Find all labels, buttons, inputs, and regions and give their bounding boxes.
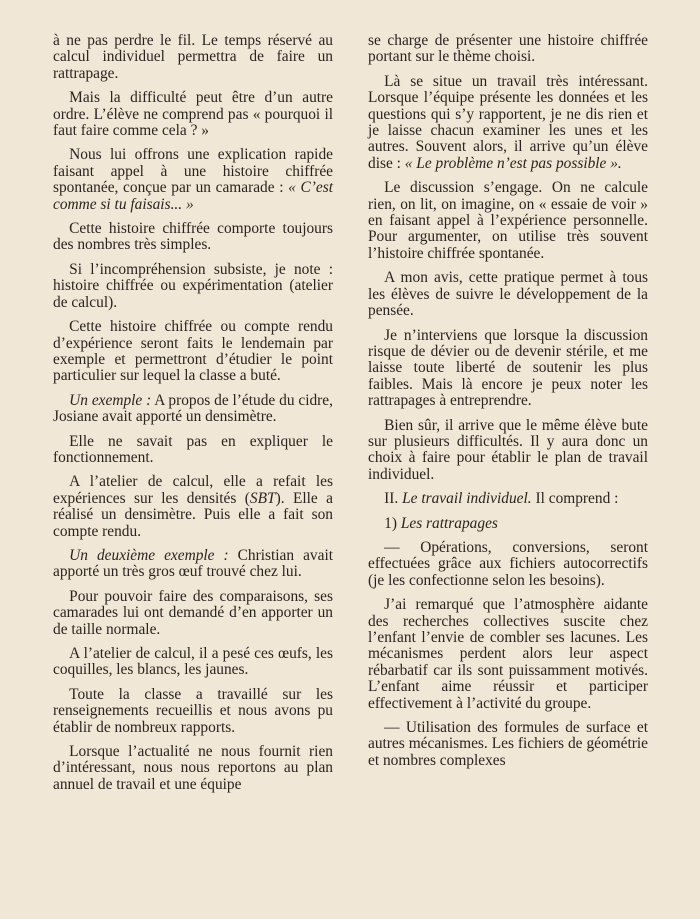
paragraph [53, 474, 333, 540]
paragraph: Cette histoire chiffrée comporte toujours des nombres très simples. [53, 220, 333, 254]
subsection-number: 1) [384, 514, 401, 532]
acronym: SBT [249, 489, 276, 507]
section-number: II. [384, 490, 403, 508]
paragraph: à ne pas perdre le fil. Le temps réservé au calcul individuel permettra de faire un rattrapage. [53, 32, 333, 82]
example-label: Un deuxième exemple : [69, 546, 229, 564]
paragraph: Le discussion s’engage. On ne calcule rien, on lit, on imagine, on « essaie de voir » en faisant appel à l’expérience personnelle. Pour argumenter, on utilise très souvent l’histoire chiffrée spontanée. [368, 179, 648, 262]
paragraph: Je n’interviens que lorsque la discussion risque de dévier ou de devenir stérile, et me laisse toute liberté de soutenir les plus faibles. Mais là encore je peux noter les rattrapages à entreprendre. [368, 326, 648, 410]
left-column [53, 33, 333, 801]
section-heading [368, 491, 648, 507]
subsection-heading [368, 516, 648, 532]
paragraph: — Opérations, conversions, seront effectuées grâce aux fichiers autocorrectifs (je les confectionne selon les besoins). [368, 538, 648, 589]
paragraph-text: Nous lui offrons une explication rapide faisant appel à une histoire chiffrée spontanée, conçue par un camarade : [53, 146, 333, 197]
paragraph: se charge de présenter une histoire chiffrée portant sur le thème choisi. [368, 32, 648, 66]
paragraph: A l’atelier de calcul, il a pesé ces œufs, les coquilles, les blancs, les jaunes. [53, 645, 333, 679]
paragraph [368, 74, 648, 172]
paragraph: Si l’incompréhension subsiste, je note : histoire chiffrée ou expérimentation (atelier de calcul). [53, 260, 333, 311]
paragraph: J’ai remarqué que l’atmosphère aidante des recherches collectives suscite chez l’enfant l’envie de combler ses lacunes. Les mécanismes perdent alors leur aspect rébarbatif car ils sont puissamment motivés. L’enfant aime réussir et participer effectivement à l’activité du groupe. [368, 596, 648, 712]
example-label: Un exemple : [69, 391, 152, 409]
paragraph: A mon avis, cette pratique permet à tous les élèves de suivre le développement de la pensée. [368, 269, 648, 320]
subsection-title: Les rattrapages [400, 514, 498, 532]
paragraph-text: A l’atelier de calcul, elle a refait les expériences sur les densités ( [53, 473, 333, 507]
paragraph: Bien sûr, il arrive que le même élève bute sur plusieurs difficultés. Il y aura donc un choix à faire pour établir le plan de travail individuel. [368, 416, 648, 483]
section-title: Le travail individuel. [402, 490, 532, 508]
paragraph-text: A propos de l’étude du cidre, Josiane avait apporté un densimètre. [53, 391, 333, 426]
paragraph: Lorsque l’actualité ne nous fournit rien d’intéressant, nous nous reportons au plan annuel de travail et une équipe [53, 743, 333, 793]
paragraph: Toute la classe a travaillé sur les renseignements recueillis et nous avons pu établir de nombreux rapports. [53, 685, 333, 736]
paragraph-text: ). Elle a réalisé un densimètre. Puis elle a fait son compte rendu. [53, 489, 333, 540]
paragraph [53, 393, 333, 426]
paragraph: Elle ne savait pas en expliquer le fonctionnement. [53, 432, 333, 466]
quote: « Le problème n’est pas possible ». [404, 154, 622, 172]
paragraph: Pour pouvoir faire des comparaisons, ses camarades lui ont demandé d’en apporter un de taille normale. [53, 587, 333, 638]
right-column [368, 33, 648, 777]
paragraph: Mais la difficulté peut être d’un autre ordre. L’élève ne comprend pas « pourquoi il faut faire comme cela ? » [53, 89, 333, 140]
paragraph-text: Là se situe un travail très intéressant. Lorsque l’équipe présente les données et les questions qui s’y rapportent, je ne dis rien et je laisse chacun examiner les unes et les autres. Souvent alors, il arrive qu’un élève dise : [368, 72, 648, 172]
paragraph-text: Christian avait apporté un très gros œuf trouvé chez lui. [53, 546, 333, 581]
quote: « C’est comme si tu faisais... » [53, 179, 333, 213]
paragraph: Cette histoire chiffrée ou compte rendu d’expérience seront faits le lendemain par exemple et permettront d’étudier le point particulier sur lequel la classe a buté. [53, 318, 333, 385]
paragraph [53, 147, 333, 213]
paragraph: — Utilisation des formules de surface et autres mécanismes. Les fichiers de géométrie et nombres complexes [368, 719, 648, 769]
paragraph [53, 548, 333, 581]
section-text: Il comprend : [531, 490, 619, 508]
